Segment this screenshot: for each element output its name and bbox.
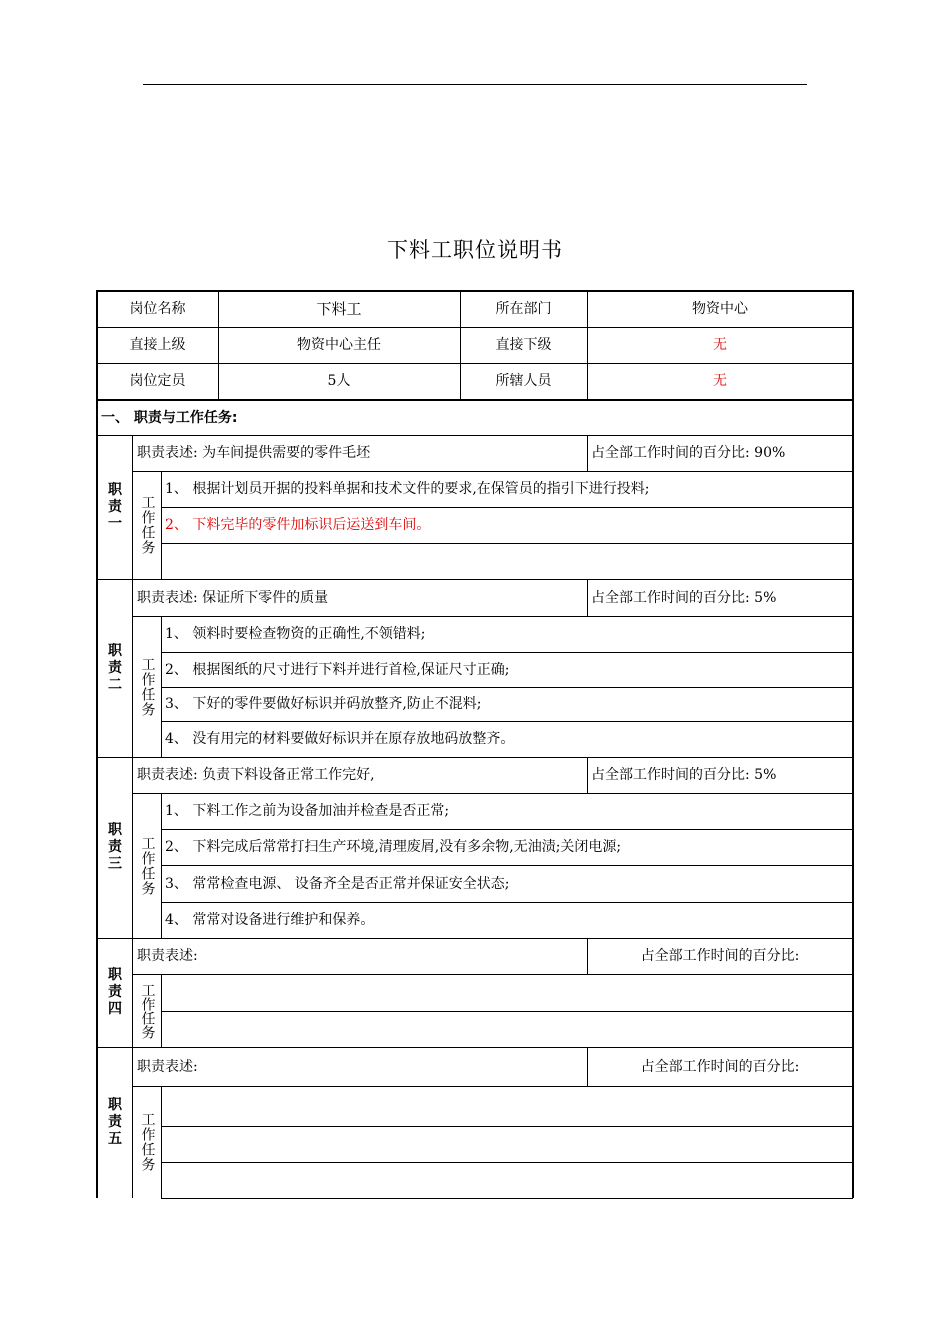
label-department: 所在部门 — [495, 301, 552, 317]
duty-label — [97, 938, 133, 1047]
label-staff: 所辖人员 — [495, 373, 552, 389]
task-item — [161, 1011, 853, 1047]
task-item — [161, 974, 853, 1011]
task-item — [161, 1086, 853, 1126]
duty-statement: 职责表述: — [137, 1058, 198, 1075]
duty-label — [97, 757, 133, 938]
duty-label — [97, 1047, 133, 1198]
header-rule — [143, 84, 807, 85]
value-subordinate: 无 — [713, 337, 727, 353]
duty-label-text: 职 责 五 — [108, 1097, 122, 1147]
label-position-name: 岗位名称 — [129, 301, 186, 317]
task-item: 2、 根据图纸的尺寸进行下料并进行首检,保证尺寸正确; — [165, 661, 510, 678]
duty-percent: 占全部工作时间的百分比: 5% — [591, 767, 777, 783]
task-label: 工作任务 — [139, 495, 156, 555]
duty-label — [97, 435, 133, 579]
label-subordinate: 直接下级 — [495, 337, 552, 353]
duty-label-text: 职 责 二 — [108, 642, 122, 693]
value-superior: 物资中心主任 — [297, 337, 381, 353]
duty-statement: 职责表述: 保证所下零件的质量 — [137, 589, 329, 606]
document-title: 下料工职位说明书 — [387, 238, 563, 262]
task-label: 工作任务 — [139, 835, 156, 896]
duty-percent: 占全部工作时间的百分比: 5% — [591, 589, 777, 606]
value-staff: 无 — [713, 373, 727, 389]
duty-label-text: 职 责 三 — [108, 822, 122, 872]
duty-label-text: 职 责 一 — [108, 481, 122, 532]
task-label: 工作任务 — [139, 1112, 156, 1172]
value-department: 物资中心 — [692, 301, 748, 317]
task-item: 4、 没有用完的材料要做好标识并在原存放地码放整齐。 — [165, 731, 515, 747]
duty-percent: 占全部工作时间的百分比: — [640, 948, 800, 964]
task-item: 1、 下料工作之前为设备加油并检查是否正常; — [165, 803, 450, 819]
label-quota: 岗位定员 — [129, 373, 186, 389]
duty-statement: 职责表述: 为车间提供需要的零件毛坯 — [137, 445, 371, 461]
task-item — [161, 1162, 853, 1198]
task-label: 工作任务 — [139, 656, 156, 717]
value-quota: 5人 — [327, 373, 351, 389]
task-item: 2、 下料完毕的零件加标识后运送到车间。 — [165, 517, 431, 533]
section-title: 一、 职责与工作任务: — [101, 409, 238, 426]
duty-statement: 职责表述: 负责下料设备正常工作完好, — [137, 767, 375, 783]
duty-label-text: 职 责 四 — [108, 967, 122, 1017]
task-item — [161, 1126, 853, 1162]
task-item: 3、 下好的零件要做好标识并码放整齐,防止不混料; — [165, 696, 482, 712]
label-superior: 直接上级 — [129, 337, 186, 353]
task-item: 1、 领料时要检查物资的正确性,不领错料; — [165, 626, 426, 642]
task-label: 工作任务 — [139, 982, 156, 1039]
task-item — [161, 543, 853, 579]
task-item: 1、 根据计划员开据的投料单据和技术文件的要求,在保管员的指引下进行投料; — [165, 481, 650, 497]
duty-label — [97, 579, 133, 757]
task-item: 3、 常常检查电源、 设备齐全是否正常并保证安全状态; — [165, 875, 510, 892]
value-position-name: 下料工 — [316, 299, 362, 318]
duty-percent: 占全部工作时间的百分比: 90% — [591, 445, 786, 461]
task-item: 4、 常常对设备进行维护和保养。 — [165, 912, 375, 928]
duty-percent: 占全部工作时间的百分比: — [640, 1058, 800, 1075]
duty-statement: 职责表述: — [137, 948, 198, 964]
task-item: 2、 下料完成后常常打扫生产环境,清理废屑,没有多余物,无油渍;关闭电源; — [165, 839, 622, 855]
